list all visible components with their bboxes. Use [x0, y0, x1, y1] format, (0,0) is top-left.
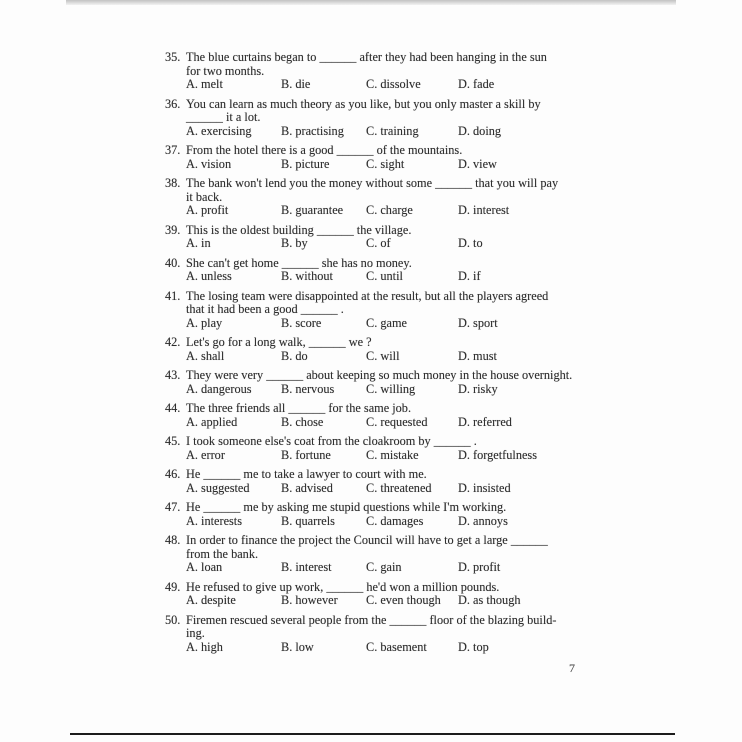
option-a: A. error [186, 447, 225, 462]
option-d: D. risky [458, 381, 498, 396]
question-number: 43. [165, 368, 181, 382]
option-b: B. interest [281, 560, 332, 574]
option-a: A. exercising [186, 123, 252, 138]
option-b: B. fortune [281, 447, 331, 462]
option-b: B. by [281, 236, 308, 250]
question-line: that it had been a good ______ . [186, 302, 344, 316]
question-body [186, 224, 589, 251]
question-line: He ______ me to take a lawyer to court with me. [186, 467, 427, 481]
question-line: The three friends all ______ for the same job. [186, 401, 412, 415]
option-d: D. as though [458, 593, 521, 607]
question-number: 39. [165, 222, 181, 237]
question-line: This is the oldest building ______ the village. [186, 222, 412, 237]
option-b: B. however [281, 593, 338, 607]
option-d: D. interest [458, 203, 510, 217]
option-c: C. charge [366, 203, 413, 217]
options-row [186, 641, 589, 655]
questions-list [165, 51, 589, 660]
option-b: B. low [281, 639, 314, 654]
option-b: B. chose [281, 414, 324, 429]
question-line: it back. [186, 189, 223, 204]
option-b: B. advised [281, 480, 333, 495]
question-number: 50. [165, 612, 181, 627]
option-c: C. damages [366, 513, 424, 528]
options-row [186, 158, 589, 172]
option-c: C. game [366, 315, 407, 330]
question-line: from the bank. [186, 546, 259, 561]
question-line: The blue curtains began to ______ after they had been hanging in the sun [186, 50, 547, 64]
option-c: C. mistake [366, 447, 419, 462]
option-d: D. view [458, 156, 497, 171]
question-body [186, 177, 589, 218]
question-item [165, 581, 589, 608]
options-row [186, 515, 589, 529]
question-line: Let's go for a long walk, ______ we ? [186, 335, 372, 349]
option-c: C. gain [366, 560, 402, 574]
question-line: ______ it a lot. [186, 110, 261, 124]
option-d: D. referred [458, 414, 512, 429]
option-a: A. despite [186, 593, 236, 607]
option-d: D. fade [458, 77, 495, 91]
question-item [165, 98, 589, 139]
question-body [186, 98, 589, 139]
option-d: D. forgetfulness [458, 447, 538, 462]
option-b: B. die [281, 77, 311, 91]
question-line: From the hotel there is a good ______ of the mountains. [186, 143, 463, 157]
option-b: B. guarantee [281, 203, 344, 217]
question-body [186, 614, 589, 655]
question-body [186, 144, 589, 171]
question-body [186, 290, 589, 331]
question-number: 48. [165, 533, 181, 547]
option-a: A. unless [186, 269, 232, 283]
question-line: In order to finance the project the Council will have to get a large ______ [186, 533, 548, 547]
question-item [165, 468, 589, 495]
option-a: A. dangerous [186, 381, 252, 396]
option-d: D. profit [458, 560, 501, 574]
question-item [165, 435, 589, 462]
question-item [165, 402, 589, 429]
question-text [186, 224, 589, 238]
option-c: C. requested [366, 414, 428, 429]
question-body [186, 336, 589, 363]
options-row [186, 383, 589, 397]
question-body [186, 257, 589, 284]
option-b: B. score [281, 315, 322, 330]
question-number: 42. [165, 335, 181, 349]
question-text [186, 369, 589, 383]
options-row [186, 270, 589, 284]
question-number: 41. [165, 288, 181, 303]
option-c: C. of [366, 236, 391, 250]
question-body [186, 435, 589, 462]
question-item [165, 369, 589, 396]
question-body [186, 581, 589, 608]
option-b: B. practising [281, 123, 344, 138]
option-c: C. dissolve [366, 77, 421, 91]
option-d: D. must [458, 348, 497, 363]
page-top-edge-shadow [66, 0, 676, 5]
page-bottom-edge-line [70, 733, 675, 735]
question-line: The bank won't lend you the money without some ______ that you will pay [186, 176, 559, 190]
options-row [186, 237, 589, 251]
question-line: I took someone else's coat from the cloakroom by ______ . [186, 434, 477, 448]
option-d: D. insisted [458, 480, 511, 495]
option-c: C. threatened [366, 480, 432, 495]
question-body [186, 501, 589, 528]
option-a: A. profit [186, 203, 229, 217]
question-line: for two months. [186, 63, 265, 78]
question-text [186, 435, 589, 449]
question-number: 44. [165, 401, 181, 415]
question-item [165, 224, 589, 251]
question-text [186, 144, 589, 158]
question-text [186, 98, 589, 125]
question-line: The losing team were disappointed at the result, but all the players agreed [186, 288, 549, 303]
option-c: C. basement [366, 639, 427, 654]
option-c: C. willing [366, 381, 416, 396]
question-text [186, 177, 589, 204]
option-d: D. annoys [458, 513, 508, 528]
question-text [186, 290, 589, 317]
question-text [186, 501, 589, 515]
option-a: A. vision [186, 156, 232, 171]
question-number: 45. [165, 434, 181, 448]
question-body [186, 534, 589, 575]
question-text [186, 402, 589, 416]
option-d: D. top [458, 639, 489, 654]
option-a: A. in [186, 236, 211, 250]
question-item [165, 51, 589, 92]
question-body [186, 402, 589, 429]
option-b: B. do [281, 348, 308, 363]
options-row [186, 561, 589, 575]
question-number: 40. [165, 255, 181, 270]
option-b: B. nervous [281, 381, 335, 396]
options-row [186, 594, 589, 608]
option-d: D. if [458, 269, 481, 283]
question-number: 36. [165, 96, 181, 111]
option-b: B. quarrels [281, 513, 335, 528]
option-b: B. picture [281, 156, 330, 171]
question-item [165, 257, 589, 284]
options-row [186, 482, 589, 496]
option-d: D. doing [458, 123, 502, 138]
question-number: 47. [165, 500, 181, 514]
question-number: 35. [165, 50, 181, 64]
question-line: ing. [186, 626, 205, 640]
option-d: D. sport [458, 315, 498, 330]
question-line: He ______ me by asking me stupid questions while I'm working. [186, 500, 507, 514]
question-item [165, 614, 589, 655]
option-a: A. applied [186, 414, 238, 429]
options-row [186, 204, 589, 218]
question-text [186, 336, 589, 350]
question-line: Firemen rescued several people from the ______ floor of the blazing build- [186, 612, 557, 627]
question-number: 37. [165, 143, 181, 157]
option-a: A. loan [186, 560, 223, 574]
question-text [186, 257, 589, 271]
question-text [186, 51, 589, 78]
question-item [165, 336, 589, 363]
question-text [186, 534, 589, 561]
question-item [165, 144, 589, 171]
option-a: A. shall [186, 348, 225, 363]
question-item [165, 290, 589, 331]
option-c: C. will [366, 348, 400, 363]
question-item [165, 501, 589, 528]
option-d: D. to [458, 236, 483, 250]
option-c: C. even though [366, 593, 441, 607]
question-number: 49. [165, 579, 181, 594]
question-body [186, 51, 589, 92]
option-c: C. until [366, 269, 403, 283]
option-a: A. interests [186, 513, 243, 528]
question-line: He refused to give up work, ______ he'd won a million pounds. [186, 579, 500, 594]
question-body [186, 369, 589, 396]
option-a: A. melt [186, 77, 223, 91]
page-number: 7 [569, 661, 575, 675]
options-row [186, 416, 589, 430]
option-c: C. training [366, 123, 419, 138]
options-row [186, 78, 589, 92]
options-row [186, 125, 589, 139]
question-number: 46. [165, 467, 181, 481]
question-line: They were very ______ about keeping so much money in the house overnight. [186, 368, 573, 382]
question-item [165, 534, 589, 575]
question-text [186, 614, 589, 641]
question-line: She can't get home ______ she has no money. [186, 255, 412, 270]
option-a: A. suggested [186, 480, 250, 495]
option-a: A. high [186, 639, 223, 654]
options-row [186, 449, 589, 463]
option-a: A. play [186, 315, 223, 330]
question-number: 38. [165, 176, 181, 190]
options-row [186, 350, 589, 364]
option-b: B. without [281, 269, 333, 283]
question-line: You can learn as much theory as you like, but you only master a skill by [186, 96, 541, 111]
options-row [186, 317, 589, 331]
question-body [186, 468, 589, 495]
question-item [165, 177, 589, 218]
question-text [186, 581, 589, 595]
option-c: C. sight [366, 156, 405, 171]
question-text [186, 468, 589, 482]
